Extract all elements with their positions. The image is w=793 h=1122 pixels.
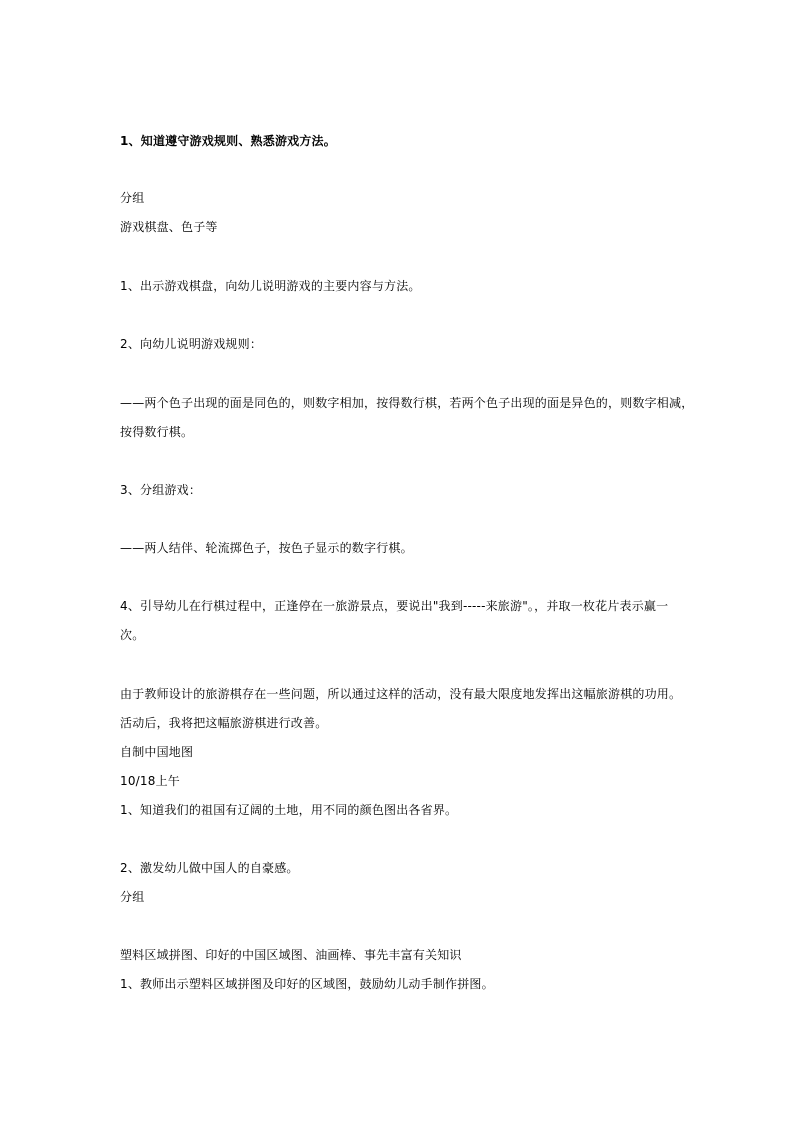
activity-title: 自制中国地图 bbox=[120, 745, 194, 759]
goal-line-2: 1、知道我们的祖国有辽阔的土地，用不同的颜色图出各省界。 bbox=[120, 803, 458, 817]
activity-date: 10/18上午 bbox=[120, 774, 180, 788]
goal-line-3: 2、激发幼儿做中国人的自豪感。 bbox=[120, 861, 299, 875]
grouping-line-2: 分组 bbox=[120, 890, 145, 904]
step-line-2: 2、向幼儿说明游戏规则： bbox=[120, 337, 263, 351]
rule-line-1: ——两个色子出现的面是同色的，则数字相加，按得数行棋，若两个色子出现的面是异色的，则数字相减， bbox=[120, 396, 694, 410]
reflection-line-2: 活动后，我将把这幅旅游棋进行改善。 bbox=[120, 716, 328, 730]
grouping-line: 分组 bbox=[120, 191, 145, 205]
step-line-3: 3、分组游戏： bbox=[120, 483, 202, 497]
step-line-1: 1、出示游戏棋盘，向幼儿说明游戏的主要内容与方法。 bbox=[120, 279, 421, 293]
reflection-line-1: 由于教师设计的旅游棋存在一些问题，所以通过这样的活动，没有最大限度地发挥出这幅旅游棋的功用。 bbox=[120, 687, 682, 701]
step-line-4: 4、引导幼儿在行棋过程中，正逢停在一旅游景点，要说出"我到-----来旅游"。，并取一枚花片表示赢一 bbox=[120, 599, 669, 613]
materials-line: 游戏棋盘、色子等 bbox=[120, 220, 218, 234]
rule-line-2: ——两人结伴、轮流掷色子，按色子显示的数字行棋。 bbox=[120, 541, 413, 555]
step-line-5: 1、教师出示塑料区域拼图及印好的区域图，鼓励幼儿动手制作拼图。 bbox=[120, 977, 494, 991]
goal-line-1: 1、知道遵守游戏规则、熟悉游戏方法。 bbox=[120, 134, 336, 148]
materials-line-2: 塑料区域拼图、印好的中国区域图、油画棒、事先丰富有关知识 bbox=[120, 948, 462, 962]
step-line-4-continued: 次。 bbox=[120, 628, 145, 642]
rule-line-1-continued: 按得数行棋。 bbox=[120, 425, 194, 439]
